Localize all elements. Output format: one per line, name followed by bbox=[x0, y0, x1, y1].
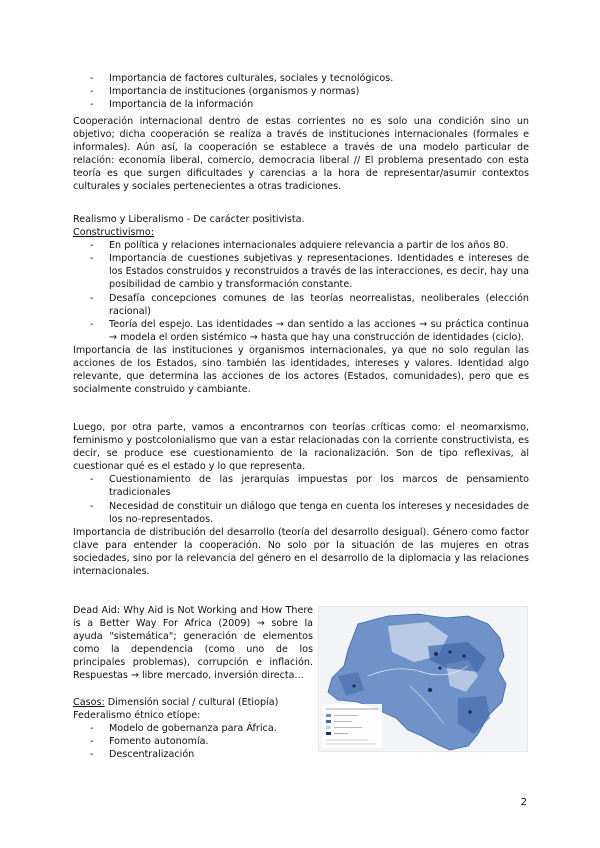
list-item: - Necesidad de constituir un diálogo que tenga en cuenta los intereses y necesidades de los no-representados. bbox=[90, 500, 529, 525]
realismo-line: Realismo y Liberalismo - De carácter positivista. bbox=[73, 214, 305, 225]
list-item: - Modelo de gobernanza para África. bbox=[90, 722, 277, 734]
top-bullet-list bbox=[73, 72, 529, 111]
list-item: - Descentralización bbox=[90, 748, 195, 760]
federalismo-line: Federalismo étnico etíope: bbox=[73, 709, 201, 721]
list-item: - Cuestionamiento de las jerarquías impuestas por los marcos de pensamiento tradicionales bbox=[90, 474, 529, 499]
page-number: 2 bbox=[520, 797, 527, 808]
list-item: - Importancia de cuestiones subjetivas y representaciones. Identidades e intereses de los Estados construidos y reconstruidos a través de las interacciones, es decir, hay una posibilidad de cambio y transformación constante. bbox=[90, 253, 529, 291]
constructivismo-section bbox=[73, 213, 529, 396]
paragraph-cooperacion: Cooperación internacional dentro de estas corrientes no es solo una condición sino un objetivo; dicha cooperación se realiza a través de instituciones internacionales (formales e informales). Aún así, la cooperación se establece a través de una modelo particular de relación: economía liberal, comercio, democracia liberal // El problema presentado con esta teoría es que surgen dificultades y carencias a la hora de representar/asumir contextos culturales y sociales pertenecientes a otras tradiciones. bbox=[73, 116, 529, 193]
constructivismo-heading: Constructivismo: bbox=[73, 227, 154, 239]
paragraph-instituciones: Importancia de las instituciones y organismos internacionales, ya que no solo regulan las acciones de los Estados, sino también las identidades, intereses y valores. Identidad algo relevante, que determina las acciones de los actores (Estados, comunidades), pero que es socialmente construido y cambiante. bbox=[73, 344, 529, 396]
list-item: - Teoría del espejo. Las identidades → dan sentido a las acciones → su práctica continua → modela el orden sistémico → hasta que hay una construcción de identidades (ciclo). bbox=[90, 318, 529, 343]
criticas-section bbox=[73, 421, 529, 578]
list-item: - Importancia de factores culturales, sociales y tecnológicos. bbox=[90, 73, 394, 84]
dead-aid-text-column bbox=[73, 604, 313, 761]
list-item: - Fomento autonomía. bbox=[90, 735, 209, 747]
list-item: - Importancia de la información bbox=[90, 99, 254, 111]
paragraph-teorias-criticas: Luego, por otra parte, vamos a encontrarnos con teorías críticas como: el neomarxismo, feminismo y postcolonialismo que van a estar relacionadas con la corriente constructivista, es decir, se produce ese cuestionamiento de la racionalización. Son de tipo reflexivas, al cuestionar qué es el estado y lo que representa. bbox=[73, 422, 529, 473]
dead-aid-paragraph: Dead Aid: Why Aid is Not Working and How There is a Better Way For Africa (2009) → sobre la ayuda "sistemática"; generación de elementos como la dependencia (como uno de los principales problemas), corrupción e inflación. Respuestas → libre mercado, inversión directa... bbox=[73, 605, 313, 682]
list-item: - Importancia de instituciones (organismos y normas) bbox=[90, 86, 360, 98]
list-item: - En política y relaciones internacionales adquiere relevancia a partir de los años 80. bbox=[90, 240, 509, 252]
casos-label: Casos: bbox=[73, 696, 105, 708]
list-item: - Desafía concepciones comunes de las teorías neorrealistas, neoliberales (elección racional) bbox=[90, 292, 529, 317]
map-image bbox=[318, 606, 528, 752]
casos-line: Casos: Dimensión social / cultural (Etiopía) bbox=[73, 696, 279, 708]
paragraph-genero: Importancia de distribución del desarrollo (teoría del desarrollo desigual). Género como factor clave para entender la cooperación. No solo por la situación de las mujeres en otras sociedades, sino por la relevancia del género en el desarrollo de la diplomacia y las relaciones internacionales. bbox=[73, 526, 529, 578]
